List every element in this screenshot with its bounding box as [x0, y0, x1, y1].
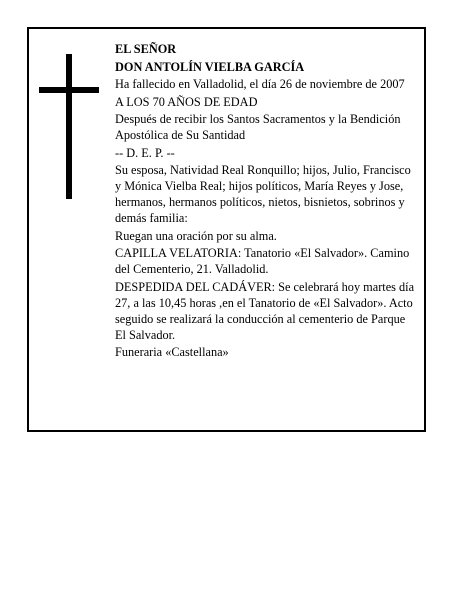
age-line: A LOS 70 AÑOS DE EDAD: [115, 94, 258, 109]
cross-icon: [39, 54, 99, 199]
notice-text: [115, 41, 419, 362]
farewell-line: DESPEDIDA DEL CADÁVER: Se celebrará hoy martes día 27, a las 10,45 horas ,en el Tanatorio de «El Salvador». Acto seguido se realizará la conducción al cementerio de Parque El Salvador.: [115, 279, 415, 342]
chapel-line: CAPILLA VELATORIA: Tanatorio «El Salvador». Camino del Cementerio, 21. Valladolid.: [115, 246, 410, 276]
funeral-home-line: Funeraria «Castellana»: [115, 345, 229, 359]
title-line-1: EL SEÑOR: [115, 42, 177, 56]
obituary-notice: [27, 27, 426, 432]
family-line: Su esposa, Natividad Real Ronquillo; hijos, Julio, Francisco y Mónica Vielba Real; hijos políticos, María Reyes y Jose, hermanos, hermanos políticos, nietos, bisnietos, sobrinos y demás familia:: [115, 163, 411, 225]
death-info: Ha fallecido en Valladolid, el día 26 de noviembre de 2007: [115, 77, 405, 91]
cross-vertical-bar: [66, 54, 72, 199]
sacraments-line: Después de recibir los Santos Sacramentos y la Bendición Apostólica de Su Santidad: [115, 112, 401, 142]
deceased-name: DON ANTOLÍN VIELBA GARCÍA: [115, 59, 305, 74]
cross-horizontal-bar: [39, 87, 99, 93]
rip-line: -- D. E. P. --: [115, 145, 175, 160]
prayer-line: Ruegan una oración por su alma.: [115, 228, 277, 243]
